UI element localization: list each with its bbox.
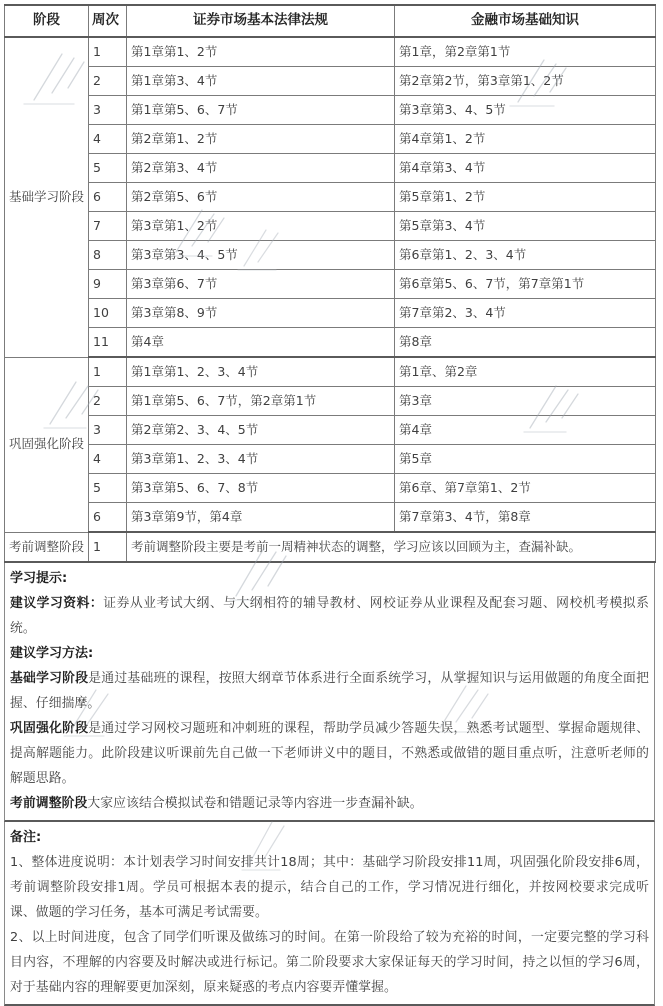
table-row — [5, 37, 656, 67]
subject-1-cell: 第3章第5、6、7、8节 — [127, 474, 395, 503]
exam-stage-note-cell: 考前调整阶段主要是考前一周精神状态的调整，学习应该以回顾为主，查漏补缺。 — [127, 532, 656, 562]
study-tips-section — [4, 563, 655, 822]
subject-2-cell: 第3章 — [395, 387, 656, 416]
stage-name-cell: 巩固强化阶段 — [5, 357, 89, 532]
subject-2-cell: 第1章，第2章第1节 — [395, 37, 656, 67]
subject-1-cell: 第1章第5、6、7节 — [127, 96, 395, 125]
tips-strengthen-text: 是通过学习网校习题班和冲刺班的课程，帮助学员减少答题失误，熟悉考试题型、掌握命题规律、提高解题能力。此阶段建议听课前先自己做一下老师讲义中的题目，不熟悉或做错的题目重点听，注意听老师的解题思路。 — [10, 721, 649, 786]
table-row — [5, 125, 656, 154]
subject-1-cell: 第3章第1、2节 — [127, 212, 395, 241]
subject-1-cell: 第2章第3、4节 — [127, 154, 395, 183]
remarks-title: 备注: — [10, 830, 42, 845]
subject-2-cell: 第5章 — [395, 445, 656, 474]
subject-1-cell: 第4章 — [127, 328, 395, 358]
table-row — [5, 416, 656, 445]
table-row — [5, 503, 656, 533]
week-cell: 2 — [89, 387, 127, 416]
table-row — [5, 212, 656, 241]
table-header-row — [5, 5, 656, 37]
header-subject-1: 证券市场基本法律法规 — [127, 5, 395, 37]
subject-2-cell: 第4章 — [395, 416, 656, 445]
table-row — [5, 328, 656, 358]
tips-materials-text: 证券从业考试大纲、与大纲相符的辅导教材、网校证券从业课程及配套习题、网校机考模拟系统。 — [10, 596, 649, 636]
table-row — [5, 67, 656, 96]
subject-1-cell: 第2章第5、6节 — [127, 183, 395, 212]
subject-2-cell: 第5章第1、2节 — [395, 183, 656, 212]
tips-basic-label: 基础学习阶段 — [10, 671, 89, 686]
week-cell: 8 — [89, 241, 127, 270]
table-row — [5, 241, 656, 270]
tips-materials — [10, 591, 649, 641]
table-row-exam-stage — [5, 532, 656, 562]
week-cell: 1 — [89, 532, 127, 562]
tips-strengthen-stage — [10, 716, 649, 791]
remarks-item-2: 2、以上时间进度，包含了同学们听课及做练习的时间。在第一阶段给了较为充裕的时间，一定要完整的学习科目内容，不理解的内容要及时解决或进行标记。第二阶段要求大家保证每天的学习时间，持之以恒的学习6周，对于基础内容的理解要更加深刻，原来疑惑的考点内容要弄懂掌握。 — [10, 930, 649, 995]
week-cell: 7 — [89, 212, 127, 241]
subject-2-cell: 第8章 — [395, 328, 656, 358]
week-cell: 5 — [89, 474, 127, 503]
week-cell: 4 — [89, 125, 127, 154]
table-row — [5, 299, 656, 328]
week-cell: 1 — [89, 37, 127, 67]
subject-2-cell: 第1章、第2章 — [395, 357, 656, 387]
tips-methods-title: 建议学习方法: — [10, 646, 94, 661]
subject-1-cell: 第1章第5、6、7节，第2章第1节 — [127, 387, 395, 416]
tips-title: 学习提示: — [10, 571, 68, 586]
subject-2-cell: 第6章第5、6、7节，第7章第1节 — [395, 270, 656, 299]
header-subject-2: 金融市场基础知识 — [395, 5, 656, 37]
subject-2-cell: 第6章第1、2、3、4节 — [395, 241, 656, 270]
week-cell: 6 — [89, 503, 127, 533]
header-stage: 阶段 — [5, 5, 89, 37]
subject-1-cell: 第1章第1、2、3、4节 — [127, 357, 395, 387]
stage-name-cell: 基础学习阶段 — [5, 37, 89, 357]
subject-2-cell: 第2章第2节，第3章第1、2节 — [395, 67, 656, 96]
subject-1-cell: 第3章第1、2、3、4节 — [127, 445, 395, 474]
week-cell: 4 — [89, 445, 127, 474]
tips-exam-stage — [10, 791, 649, 816]
table-row — [5, 270, 656, 299]
tips-exam-text: 大家应该结合模拟试卷和错题记录等内容进一步查漏补缺。 — [87, 796, 423, 811]
tips-basic-stage — [10, 666, 649, 716]
subject-2-cell: 第6章、第7章第1、2节 — [395, 474, 656, 503]
tips-strengthen-label: 巩固强化阶段 — [10, 721, 89, 736]
study-plan-table — [4, 4, 656, 563]
subject-2-cell: 第7章第2、3、4节 — [395, 299, 656, 328]
subject-2-cell: 第3章第3、4、5节 — [395, 96, 656, 125]
table-row — [5, 183, 656, 212]
subject-1-cell: 第2章第1、2节 — [127, 125, 395, 154]
table-row — [5, 474, 656, 503]
header-week: 周次 — [89, 5, 127, 37]
subject-2-cell: 第4章第1、2节 — [395, 125, 656, 154]
subject-1-cell: 第1章第1、2节 — [127, 37, 395, 67]
table-head — [5, 5, 656, 37]
subject-2-cell: 第4章第3、4节 — [395, 154, 656, 183]
subject-2-cell: 第7章第3、4节，第8章 — [395, 503, 656, 533]
table-row — [5, 154, 656, 183]
week-cell: 2 — [89, 67, 127, 96]
table-body — [5, 37, 656, 562]
week-cell: 11 — [89, 328, 127, 358]
tips-materials-label: 建议学习资料： — [10, 596, 104, 611]
week-cell: 10 — [89, 299, 127, 328]
remarks-item-1: 1、整体进度说明：本计划表学习时间安排共计18周；其中：基础学习阶段安排11周，巩固强化阶段安排6周，考前调整阶段安排1周。学员可根据本表的提示，结合自己的工作，学习情况进行细化，并按网校要求完成听课、做题的学习任务，基本可满足考试需要。 — [10, 855, 649, 920]
subject-1-cell: 第2章第2、3、4、5节 — [127, 416, 395, 445]
subject-1-cell: 第3章第3、4、5节 — [127, 241, 395, 270]
week-cell: 6 — [89, 183, 127, 212]
subject-1-cell: 第3章第6、7节 — [127, 270, 395, 299]
stage-name-cell: 考前调整阶段 — [5, 532, 89, 562]
week-cell: 5 — [89, 154, 127, 183]
week-cell: 3 — [89, 416, 127, 445]
table-row — [5, 445, 656, 474]
subject-1-cell: 第3章第9节，第4章 — [127, 503, 395, 533]
table-row — [5, 357, 656, 387]
tips-basic-text: 是通过基础班的课程，按照大纲章节体系进行全面系统学习，从掌握知识与运用做题的角度全面把握、仔细揣摩。 — [10, 671, 649, 711]
subject-2-cell: 第5章第3、4节 — [395, 212, 656, 241]
subject-1-cell: 第3章第8、9节 — [127, 299, 395, 328]
remarks-section — [4, 822, 655, 1006]
table-row — [5, 387, 656, 416]
week-cell: 1 — [89, 357, 127, 387]
subject-1-cell: 第1章第3、4节 — [127, 67, 395, 96]
week-cell: 3 — [89, 96, 127, 125]
tips-exam-label: 考前调整阶段 — [10, 796, 88, 811]
table-row — [5, 96, 656, 125]
week-cell: 9 — [89, 270, 127, 299]
